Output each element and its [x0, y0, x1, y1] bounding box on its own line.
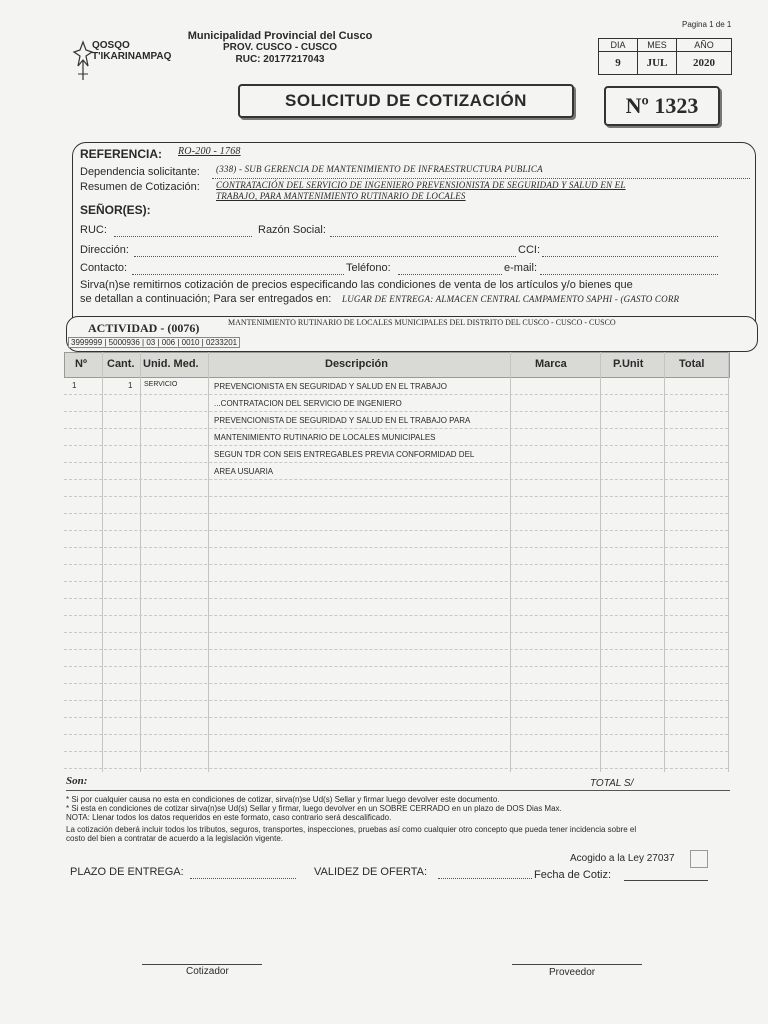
- direccion-label: Dirección:: [80, 244, 129, 256]
- plazo-entrega-field[interactable]: [190, 868, 296, 879]
- date-table: [598, 38, 732, 75]
- note-4: La cotización deberá incluir todos los tributos, seguros, transportes, inspecciones, pruebas así como cualquier otro concepto que pueda tener incidencia sobre el: [66, 825, 637, 834]
- logo-emblem-icon: [72, 40, 94, 82]
- page-counter: Pagina 1 de 1: [682, 20, 732, 29]
- table-row: [64, 717, 728, 718]
- resumen-label: Resumen de Cotización:: [80, 181, 200, 193]
- col-n-header: Nº: [75, 358, 87, 370]
- municipality-header: [180, 30, 380, 66]
- table-row: [64, 700, 728, 701]
- budget-codes: 3999999 | 5000936 | 03 | 006 | 0010 | 0233201: [68, 337, 240, 348]
- table-row: [64, 428, 728, 429]
- delivery-location: LUGAR DE ENTREGA: ALMACEN CENTRAL CAMPAMENTO SAPHI - (GASTO CORR: [342, 294, 680, 304]
- table-row: [64, 530, 728, 531]
- contacto-label: Contacto:: [80, 262, 128, 274]
- desc-line-2: ...CONTRATACION DEL SERVICIO DE INGENIERO: [214, 399, 402, 408]
- table-row: [64, 479, 728, 480]
- year-label: AÑO: [677, 39, 732, 52]
- request-text-line2: se detallan a continuación; Para ser entregados en:: [80, 293, 332, 305]
- direccion-field[interactable]: [134, 246, 516, 257]
- col-divider: [600, 352, 601, 772]
- email-label: e-mail:: [504, 262, 538, 274]
- table-row: [64, 598, 728, 599]
- ruc-label: RUC:: [80, 224, 107, 236]
- col-divider: [664, 352, 665, 772]
- validez-oferta-label: VALIDEZ DE OFERTA:: [314, 866, 428, 878]
- day-label: DIA: [599, 39, 638, 52]
- note-3: NOTA: Llenar todos los datos requeridos en este formato, caso contrario será descalificado.: [66, 813, 392, 822]
- ruc-field[interactable]: [114, 226, 252, 237]
- table-row: [64, 666, 728, 667]
- telefono-field[interactable]: [398, 264, 502, 275]
- table-row: [64, 649, 728, 650]
- dependencia-label: Dependencia solicitante:: [80, 166, 200, 178]
- desc-line-5: SEGUN TDR CON SEIS ENTREGABLES PREVIA CONFORMIDAD DEL: [214, 450, 475, 459]
- province-name: PROV. CUSCO - CUSCO: [222, 42, 338, 53]
- contacto-field[interactable]: [132, 264, 344, 275]
- cotizador-signature-line[interactable]: [142, 964, 262, 965]
- ley-text: Acogido a la Ley 27037: [570, 853, 675, 864]
- col-cant-header: Cant.: [107, 358, 135, 370]
- logo-line2: T'IKARINAMPAQ: [92, 51, 172, 62]
- validez-oferta-field[interactable]: [438, 868, 532, 879]
- table-row: [64, 751, 728, 752]
- telefono-label: Teléfono:: [346, 262, 391, 274]
- table-row: [64, 547, 728, 548]
- document-title: SOLICITUD DE COTIZACIÓN: [238, 84, 574, 118]
- table-row: [64, 411, 728, 412]
- activity-label: ACTIVIDAD - (0076): [88, 321, 200, 335]
- col-unid-header: Unid. Med.: [143, 358, 199, 370]
- col-divider: [208, 352, 209, 772]
- col-divider: [510, 352, 511, 772]
- logo-line1: QOSQO: [92, 40, 130, 51]
- email-field[interactable]: [540, 264, 718, 275]
- son-label: Son:: [66, 775, 88, 787]
- year-value: 2020: [677, 52, 732, 75]
- municipality-name: Municipalidad Provincial del Cusco: [187, 30, 373, 42]
- table-row: [64, 632, 728, 633]
- col-divider: [102, 352, 103, 772]
- cotizador-label: Cotizador: [186, 966, 229, 977]
- dependencia-value: (338) - SUB GERENCIA DE MANTENIMIENTO DE INFRAESTRUCTURA PUBLICA: [216, 164, 543, 174]
- items-table-header: [64, 352, 730, 378]
- proveedor-label: Proveedor: [549, 967, 596, 978]
- col-desc-header: Descripción: [325, 358, 388, 370]
- desc-line-1: PREVENCIONISTA EN SEGURIDAD Y SALUD EN EL TRABAJO: [214, 382, 447, 391]
- note-2: * Si esta en condiciones de cotizar sirva(n)se Ud(s) Sellar y firmar, luego devolver en un SOBRE CERRADO en un plazo de DOS Dias Max.: [66, 804, 562, 813]
- senores-label: SEÑOR(ES):: [80, 203, 151, 217]
- fecha-cotiz-field[interactable]: [624, 880, 708, 881]
- month-value: JUL: [638, 52, 677, 75]
- col-divider: [140, 352, 141, 772]
- cci-label: CCI:: [518, 244, 540, 256]
- table-row: [64, 445, 728, 446]
- col-punit-header: P.Unit: [613, 358, 644, 370]
- proveedor-signature-line[interactable]: [512, 964, 642, 965]
- item-quantity: 1: [128, 381, 133, 390]
- item-number: 1: [72, 381, 77, 390]
- cci-field[interactable]: [542, 246, 718, 257]
- table-row: [64, 683, 728, 684]
- table-row: [64, 513, 728, 514]
- plazo-entrega-label: PLAZO DE ENTREGA:: [70, 866, 184, 878]
- referencia-value: RO-200 - 1768: [178, 146, 241, 157]
- desc-line-3: PREVENCIONISTA DE SEGURIDAD Y SALUD EN EL TRABAJO PARA: [214, 416, 471, 425]
- municipality-logo: [70, 38, 190, 82]
- fecha-cotiz-label: Fecha de Cotiz:: [534, 869, 612, 881]
- activity-description: MANTENIMIENTO RUTINARIO DE LOCALES MUNICIPALES DEL DISTRITO DEL CUSCO - CUSCO - CUSCO: [228, 318, 616, 327]
- total-label: TOTAL S/: [590, 778, 634, 789]
- day-value: 9: [599, 52, 638, 75]
- razon-social-field[interactable]: [330, 226, 718, 237]
- col-marca-header: Marca: [535, 358, 567, 370]
- col-divider: [728, 352, 729, 772]
- table-row: [64, 581, 728, 582]
- desc-line-6: AREA USUARIA: [214, 467, 274, 476]
- month-label: MES: [638, 39, 677, 52]
- table-row: [64, 462, 728, 463]
- table-row: [64, 734, 728, 735]
- col-total-header: Total: [679, 358, 705, 370]
- table-row: [64, 615, 728, 616]
- table-row: [64, 394, 728, 395]
- note-5: costo del bien a contratar de acuerdo a la legislación vigente.: [66, 834, 284, 843]
- resumen-value-line2: TRABAJO, PARA MANTENIMIENTO RUTINARIO DE LOCALES: [216, 191, 466, 201]
- request-text-line1: Sirva(n)se remitirnos cotización de precios especificando las condiciones de venta de los artículos y/o bienes que: [80, 279, 633, 291]
- razon-social-label: Razón Social:: [258, 224, 326, 236]
- table-row: [64, 768, 728, 769]
- ruc-number: RUC: 20177217043: [235, 54, 325, 65]
- item-unit: SERVICIO: [144, 381, 178, 388]
- table-row: [64, 564, 728, 565]
- desc-line-4: MANTENIMIENTO RUTINARIO DE LOCALES MUNICIPALES: [214, 433, 436, 442]
- referencia-label: REFERENCIA:: [80, 147, 163, 161]
- table-row: [64, 496, 728, 497]
- document-number: Nº 1323: [604, 86, 720, 126]
- resumen-value-line1: CONTRATACIÓN DEL SERVICIO DE INGENIERO PREVENSIONISTA DE SEGURIDAD Y SALUD EN EL: [216, 180, 626, 190]
- ley-checkbox[interactable]: [690, 850, 708, 868]
- note-1: * Si por cualquier causa no esta en condiciones de cotizar, sirva(n)se Ud(s) Sellar y firmar luego devolver este documento.: [66, 795, 500, 804]
- totals-divider: [66, 790, 730, 791]
